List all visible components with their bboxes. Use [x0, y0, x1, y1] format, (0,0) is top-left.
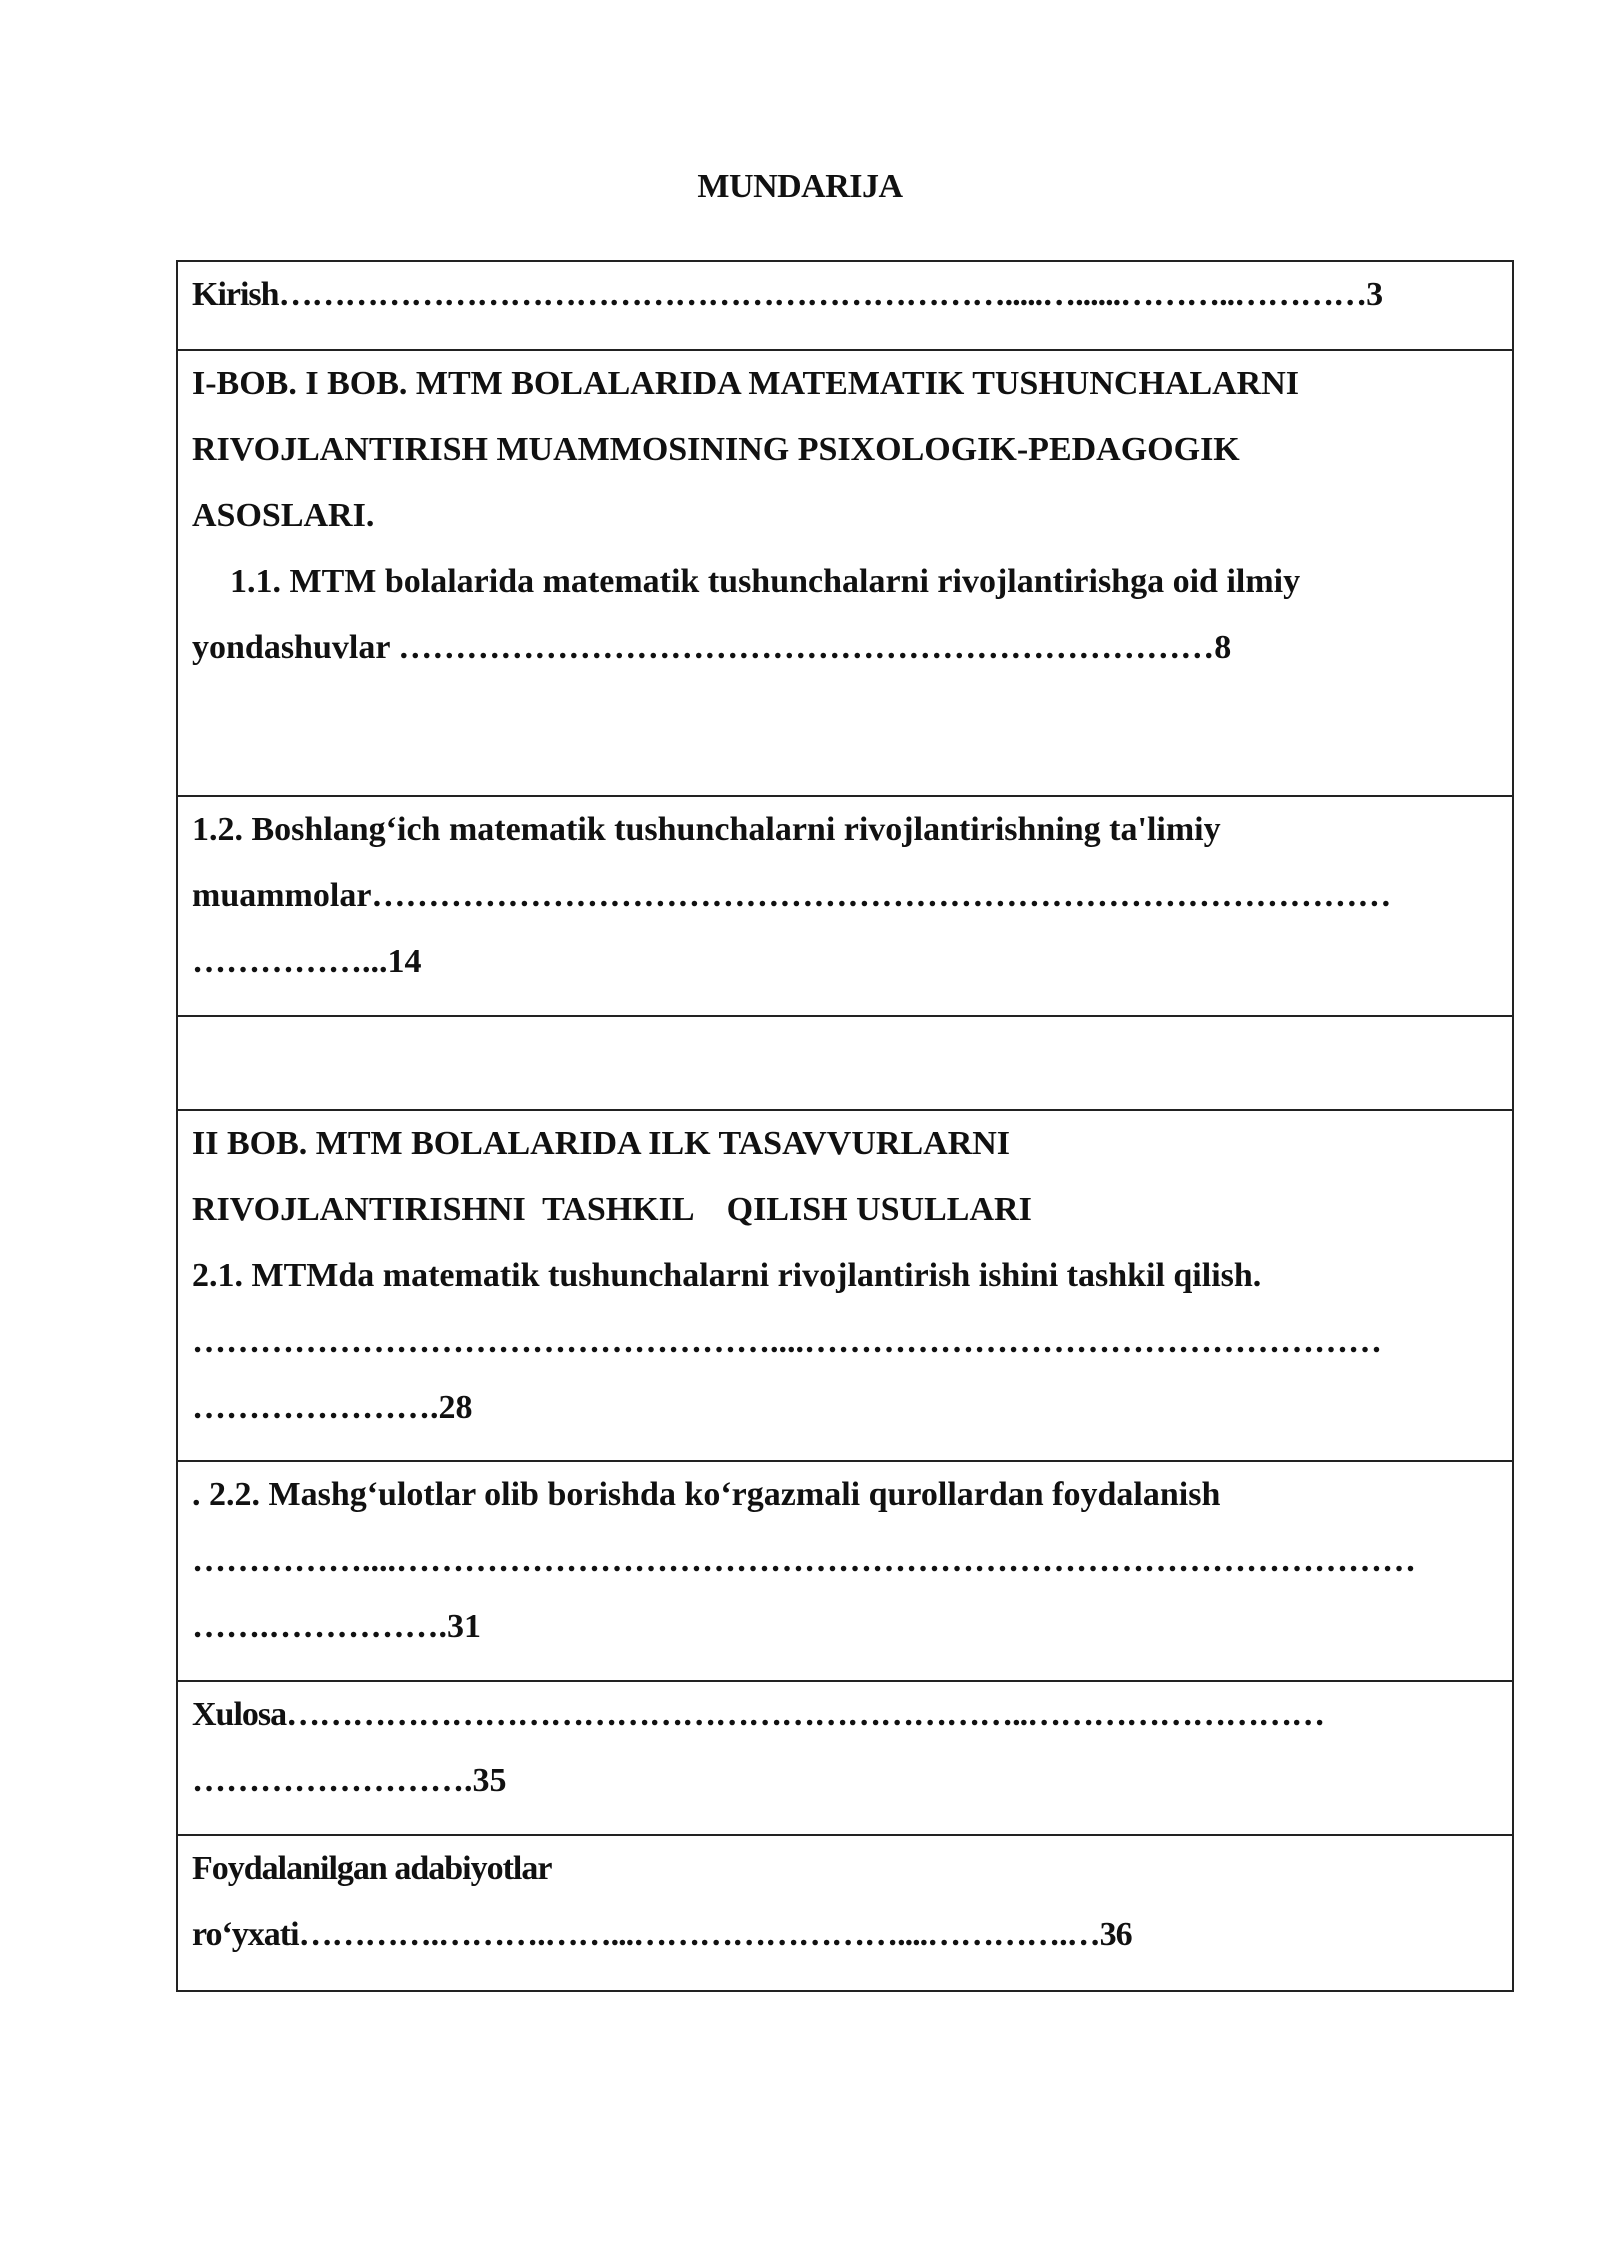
toc-row-section-1-2: [178, 797, 1512, 1017]
table-of-contents: [176, 260, 1514, 1992]
section-2-1-title: 2.1. MTMda matematik tushunchalarni rivojlantirish ishini tashkil qilish.: [192, 1257, 1262, 1294]
chapter-2-title-line-2: RIVOJLANTIRISHNI TASHKIL QILISH USULLARI: [192, 1191, 1032, 1228]
section-2-1-page: ………………….28: [192, 1389, 473, 1426]
toc-row-chapter-1: [178, 351, 1512, 797]
adabiyotlar-title: Foydalanilgan adabiyotlar: [192, 1850, 552, 1887]
section-1-2-title: 1.2. Boshlang‘ich matematik tushunchalarni rivojlantirishning ta'limiy: [192, 811, 1221, 848]
section-2-2-page: …….…………….31: [192, 1608, 481, 1645]
section-1-2-page: ……………...14: [192, 943, 422, 980]
toc-entry-kirish: Kirish………………………………………………………….....…......………..…………3: [192, 276, 1383, 313]
section-2-1-dots: ……………………………………………....……………………………………………: [192, 1323, 1382, 1360]
page-title: MUNDARIJA: [697, 168, 903, 205]
toc-row-xulosa: [178, 1682, 1512, 1836]
toc-row-adabiyotlar: [178, 1836, 1512, 1990]
section-2-2-dots: ……………....………………………………………………………………………………: [192, 1542, 1416, 1579]
adabiyotlar-page: ro‘yxati………….……….……...……………………....………….…36: [192, 1916, 1132, 1953]
chapter-1-title-line-2: RIVOJLANTIRISH MUAMMOSINING PSIXOLOGIK-PEDAGOGIK: [192, 431, 1240, 468]
chapter-1-title-line-1: I-BOB. I BOB. MTM BOLALARIDA MATEMATIK TUSHUNCHALARNI: [192, 365, 1300, 402]
chapter-2-title-line-1: II BOB. MTM BOLALARIDA ILK TASAVVURLARNI: [192, 1125, 1011, 1162]
xulosa-title: Xulosa…………………………………………………………..………………………: [192, 1696, 1325, 1733]
chapter-1-title-line-3: ASOSLARI.: [192, 497, 375, 534]
toc-row-empty: [178, 1017, 1512, 1111]
section-1-2-dots: muammolar………………………………………………………………………………: [192, 877, 1392, 914]
toc-row-chapter-2: [178, 1111, 1512, 1462]
section-2-2-title: . 2.2. Mashg‘ulotlar olib borishda ko‘rgazmali qurollardan foydalanish: [192, 1476, 1221, 1513]
toc-row-section-2-2: [178, 1462, 1512, 1682]
section-1-1-title: 1.1. MTM bolalarida matematik tushunchalarni rivojlantirishga oid ilmiy: [230, 563, 1301, 600]
toc-row-kirish: [178, 262, 1512, 351]
xulosa-page: …………………….35: [192, 1762, 507, 1799]
section-1-1-page-line: yondashuvlar ………………………………………………………………8: [192, 629, 1232, 666]
